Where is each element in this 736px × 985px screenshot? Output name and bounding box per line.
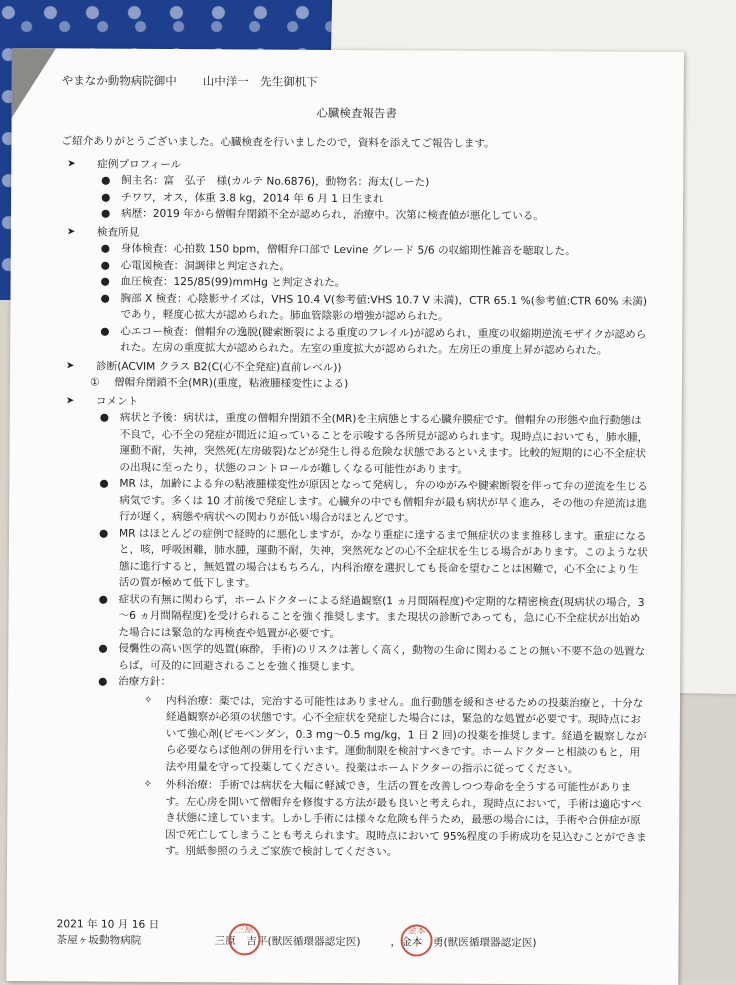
item-text: 外科治療：手術では病状を大幅に軽減でき，生活の質を改善しつつ寿命を全うする可能性がありま す。左心房を開いて僧帽弁を修復する方法が最も良いと考えられ，現時点において，手術は適応すべき状態に達しています。しかし手術には様々な危険も伴うため，最悪の場合には，手術や合併症が原因で死亡してしまうことも考えられます。現時点において 95%程度の手術成功を見込むことができます。別紙参照のうえご家族で検討してください。 bbox=[165, 779, 647, 858]
doctor-name: 山中洋一 先生御机下 bbox=[203, 74, 318, 89]
bullet-icon: ● bbox=[100, 290, 109, 307]
item-text: 血圧検査：125/85(99)mmHg と判定された。 bbox=[121, 276, 346, 289]
list-item bbox=[97, 206, 651, 226]
item-text: 胸部 X 検査：心陰影サイズは，VHS 10.4 V(参考値:VHS 10.7 V 未満)，CTR 65.1 %(参考値:CTR 60% 未満)であり，軽度心拡大が認められた。肺血管陰影の増強が認められた。 bbox=[120, 292, 647, 323]
section-heading: 症例プロフィール bbox=[97, 156, 181, 173]
diamond-bullet-icon: ✧ bbox=[144, 692, 152, 709]
bullet-icon: ● bbox=[99, 525, 108, 542]
report-title: 心臓検査報告書 bbox=[62, 103, 652, 123]
section-heading: コメント bbox=[96, 393, 138, 410]
list-item bbox=[94, 591, 648, 644]
bullet-icon: ● bbox=[98, 674, 107, 691]
item-text: 心電図検査：洞調律と判定された。 bbox=[121, 259, 291, 272]
intro-text: ご紹介ありがとうございました。心臓検査を行いましたので，資料を添えてご報告します。 bbox=[61, 133, 651, 153]
seal-stamp-icon: 三原 bbox=[228, 923, 260, 955]
clinic-name: 茶屋ヶ坂動物病院 bbox=[57, 932, 160, 949]
section-comments bbox=[57, 393, 650, 863]
diamond-bullet-icon: ✧ bbox=[143, 777, 151, 794]
recipient: やまなか動物病院御中 bbox=[62, 73, 177, 88]
bullet-icon: ● bbox=[101, 189, 110, 206]
bullet-icon: ● bbox=[101, 257, 110, 274]
report-body bbox=[57, 72, 652, 862]
arrow-bullet-icon: ➤ bbox=[60, 358, 96, 375]
treatment-item bbox=[142, 692, 648, 778]
bullet-icon: ● bbox=[99, 591, 108, 608]
folded-corner bbox=[12, 48, 56, 118]
seal-stamp-icon: 金本 bbox=[400, 924, 432, 956]
list-item bbox=[95, 410, 649, 479]
section-heading: 検査所見 bbox=[97, 224, 139, 241]
bullet-icon: ● bbox=[101, 173, 110, 190]
section-diagnosis bbox=[60, 358, 650, 395]
numbered-item bbox=[90, 374, 650, 394]
list-item bbox=[95, 476, 649, 529]
signer-2: ，金本 勇(獣医循環器認定医) bbox=[391, 934, 537, 950]
item-text: 飼主名：富 弘子 様(カルテ No.6876)，動物名：海太(しーた) bbox=[121, 175, 429, 189]
bullet-icon: ● bbox=[98, 641, 107, 658]
bullet-icon: ● bbox=[101, 206, 110, 223]
treatment-item bbox=[141, 777, 647, 863]
item-text: 病歴：2019 年から僧帽弁閉鎖不全が認められ，治療中。次第に検査値が悪化している。 bbox=[121, 208, 544, 223]
report-date: 2021 年 10 月 16 日 bbox=[57, 916, 160, 933]
item-text: MR は，加齢による弁の粘液腫様変性が原因となって発病し，弁のゆがみや腱索断裂を伴って弁の逆流を生じる病気です。多くは 10 才前後で発症します。心臓弁の中でも僧帽弁が最も病状が早く進み，その他の弁逆流は進行が遅く，病態や病状への関わりが低い場合がほとんどです。 bbox=[119, 478, 648, 525]
item-text: 病状と予後：病状は，重度の僧帽弁閉鎖不全(MR)を主病態とする心臓弁膜症です。僧帽弁の形態や血行動態は不良で，心不全の発症が間近に迫っていることを示唆する各所見が認められます。現時点においても，肺水腫，運動不耐，失神，突然死(左房破裂)などが発生し得る危険な状態であるといえます。比較的短期的に心不全症状の出現に至ったり，状態のコントロールが難しくなる可能性があります。 bbox=[119, 412, 648, 476]
item-text: 心エコー検査：僧帽弁の逸脱(腱索断裂による重度のフレイル)が認められ，重度の収縮期逆流モザイクが認められた。左房の重度拡大が認められた。左室の重度拡大が認められた。左房圧の重度上昇が認められた。 bbox=[120, 325, 646, 356]
bullet-icon: ● bbox=[100, 410, 109, 427]
arrow-bullet-icon: ➤ bbox=[60, 393, 96, 410]
list-item bbox=[96, 290, 650, 326]
item-text: チワワ，オス，体重 3.8 kg，2014 年 6 月 1 日生まれ bbox=[121, 191, 384, 205]
bullet-icon: ● bbox=[101, 241, 110, 258]
item-text: MR はほとんどの症例で経時的に悪化しますが，かなり重症に達するまで無症状のまま推移します。重症になると，咳，呼吸困難，肺水腫，運動不耐，失神，突然死などの心不全症状を生じる場合があります。このような状態に進行すると，無処置の場合はもちろん，内科治療を選択しても長命を望むことは困難で，心不全により生活の質が極めて低下します。 bbox=[119, 527, 648, 589]
section-findings bbox=[60, 224, 651, 360]
report-paper bbox=[6, 48, 684, 985]
bullet-icon: ● bbox=[101, 274, 110, 291]
item-text: 内科治療：薬では，完治する可能性はありません。血行動態を緩和させるための投薬治療と，十分な経過観察が必須の状態です。心不全症状を発症した場合には，緊急的な処置が必要です。現時点において強心剤(ピモベンダン，0.3 mg～0.5 mg/kg，1 日 2 回)の投薬を推奨します。経過を観察しながら必要ならば他剤の併用を行います。運動制限を検討すべきです。ホームドクターと相談のもと，用法や用量を守って投薬してください。投薬はホームドクターの指示に従ってください。 bbox=[166, 694, 647, 775]
arrow-bullet-icon: ➤ bbox=[61, 224, 97, 241]
arrow-bullet-icon: ➤ bbox=[61, 156, 97, 173]
item-text: 治療方針： bbox=[118, 676, 171, 688]
item-text: 僧帽弁閉鎖不全(MR)(重度，粘液腫様変性による) bbox=[114, 377, 348, 390]
list-item bbox=[94, 641, 648, 677]
section-heading: 診断(ACVIM クラス B2(C(心不全発症)直前レベル)) bbox=[96, 358, 342, 376]
section-profile bbox=[61, 156, 651, 226]
item-text: 侵襲性の高い医学的処置(麻酔，手術)のリスクは著しく高く，動物の生命に関わることの無い不要不急の処置ならば，可及的に回避されることを強く推奨します。 bbox=[118, 643, 645, 673]
bullet-icon: ● bbox=[99, 476, 108, 493]
list-item bbox=[96, 323, 650, 359]
bullet-icon: ● bbox=[100, 323, 109, 340]
list-item bbox=[93, 674, 648, 863]
signer-1: 三原 吉平(獣医循環器認定医) bbox=[215, 933, 361, 949]
footer bbox=[57, 916, 160, 949]
item-number: ① bbox=[90, 374, 100, 391]
item-text: 身体検査：心拍数 150 bpm，僧帽弁口部で Levine グレード 5/6 の収縮期性雑音を聴取した。 bbox=[121, 243, 576, 258]
list-item bbox=[95, 525, 649, 594]
item-text: 症状の有無に関わらず，ホームドクターによる経過観察(1 ヵ月間隔程度)や定期的な精密検査(現病状の場合，3～6 ヵ月間隔程度)を受けられることを強く推奨します。また現状の診断であっても，急に心不全症状が出始めた場合には緊急的な再検査や処置が必要です。 bbox=[118, 593, 644, 639]
header-line bbox=[62, 72, 652, 92]
